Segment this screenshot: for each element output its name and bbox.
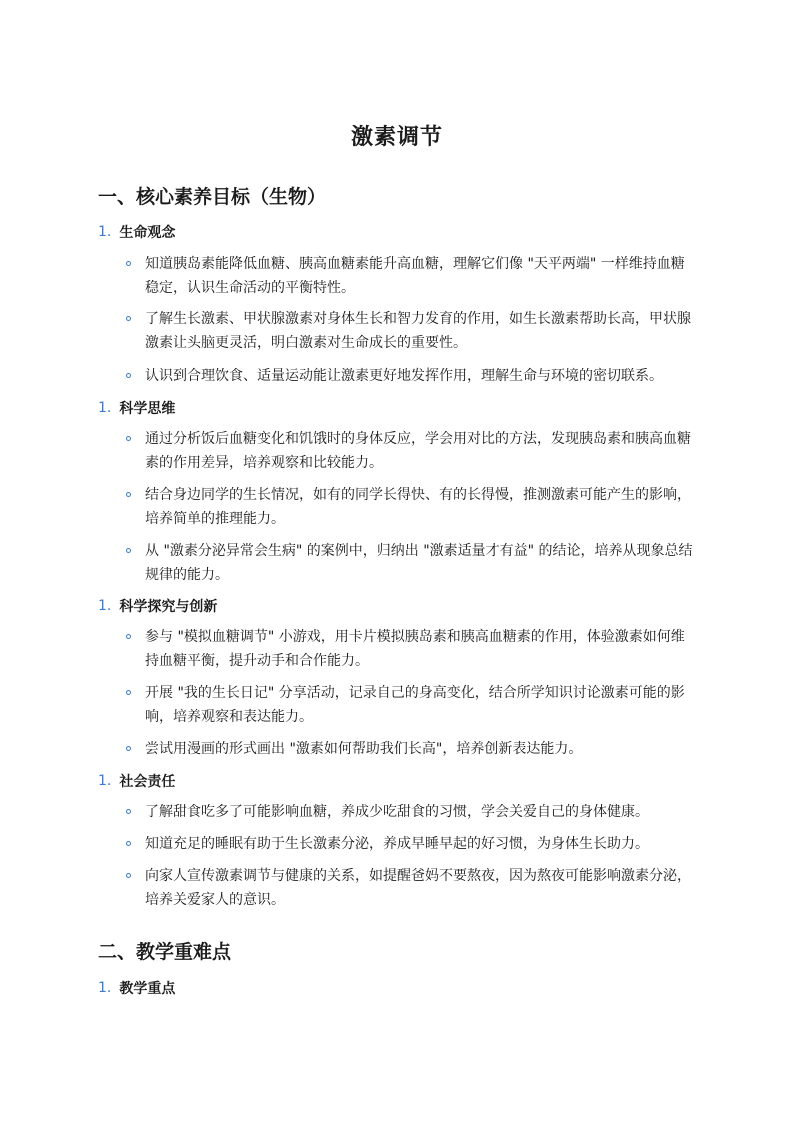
list-item bbox=[126, 625, 694, 673]
subsection-label: 科学探究与创新 bbox=[119, 599, 218, 615]
bullet-circle-icon bbox=[126, 548, 131, 553]
list-item-text: 向家人宣传激素调节与健康的关系，如提醒爸妈不要熬夜，因为熬夜可能影响激素分泌，培养关爱家人的意识。 bbox=[145, 868, 691, 908]
list-item bbox=[126, 832, 694, 856]
section-heading-core-literacy: 一、核心素养目标（生物） bbox=[98, 186, 327, 208]
list-item-text: 尝试用漫画的形式画出 "激素如何帮助我们长高"，培养创新表达能力。 bbox=[145, 741, 583, 757]
list-item-text: 认识到合理饮食、适量运动能让激素更好地发挥作用，理解生命与环境的密切联系。 bbox=[145, 368, 663, 384]
list-item bbox=[126, 364, 694, 388]
list-item bbox=[126, 427, 694, 475]
list-item bbox=[126, 307, 694, 355]
list-item bbox=[126, 252, 694, 300]
list-item bbox=[126, 483, 694, 531]
document-title: 激素调节 bbox=[350, 125, 443, 150]
bullet-circle-icon bbox=[126, 436, 131, 441]
list-number: 1. bbox=[98, 400, 112, 416]
subsection-label: 社会责任 bbox=[119, 774, 176, 790]
bullet-circle-icon bbox=[126, 634, 131, 639]
list-item bbox=[126, 737, 694, 761]
list-item-text: 参与 "模拟血糖调节" 小游戏，用卡片模拟胰岛素和胰高血糖素的作用，体验激素如何维持血糖平衡，提升动手和合作能力。 bbox=[145, 629, 685, 669]
list-item-text: 开展 "我的生长日记" 分享活动，记录自己的身高变化，结合所学知识讨论激素可能的影响，培养观察和表达能力。 bbox=[145, 685, 685, 725]
list-item-text: 从 "激素分泌异常会生病" 的案例中，归纳出 "激素适量才有益" 的结论，培养从现象总结规律的能力。 bbox=[145, 543, 693, 583]
list-number: 1. bbox=[98, 224, 112, 240]
list-item bbox=[126, 800, 694, 824]
subsection-label: 科学思维 bbox=[119, 401, 176, 417]
list-item-text: 了解甜食吃多了可能影响血糖，养成少吃甜食的习惯，学会关爱自己的身体健康。 bbox=[145, 804, 649, 820]
subsection-heading-teaching-focus bbox=[98, 978, 175, 998]
subsection-heading-inquiry-innovation bbox=[98, 596, 217, 616]
bullet-circle-icon bbox=[126, 261, 131, 266]
subsection-heading-life-concept bbox=[98, 222, 175, 242]
subsection-label: 生命观念 bbox=[119, 225, 176, 241]
subsection-label: 教学重点 bbox=[119, 981, 176, 997]
list-item-text: 通过分析饭后血糖变化和饥饿时的身体反应，学会用对比的方法，发现胰岛素和胰高血糖素的作用差异，培养观察和比较能力。 bbox=[145, 431, 691, 471]
bullet-circle-icon bbox=[126, 873, 131, 878]
list-item bbox=[126, 681, 694, 729]
list-item-text: 了解生长激素、甲状腺激素对身体生长和智力发育的作用，如生长激素帮助长高，甲状腺激素让头脑更灵活，明白激素对生命成长的重要性。 bbox=[145, 311, 691, 351]
bullet-circle-icon bbox=[126, 373, 131, 378]
subsection-heading-social-responsibility bbox=[98, 771, 175, 791]
bullet-circle-icon bbox=[126, 316, 131, 321]
list-item bbox=[126, 864, 694, 912]
bullet-circle-icon bbox=[126, 690, 131, 695]
bullet-circle-icon bbox=[126, 492, 131, 497]
section-heading-key-difficult-points: 二、教学重难点 bbox=[98, 941, 232, 963]
list-item-text: 结合身边同学的生长情况，如有的同学长得快、有的长得慢，推测激素可能产生的影响，培养简单的推理能力。 bbox=[145, 487, 691, 527]
list-number: 1. bbox=[98, 773, 112, 789]
list-item bbox=[126, 539, 694, 587]
list-item-text: 知道胰岛素能降低血糖、胰高血糖素能升高血糖，理解它们像 "天平两端" 一样维持血糖稳定，认识生命活动的平衡特性。 bbox=[145, 256, 685, 296]
list-item-text: 知道充足的睡眠有助于生长激素分泌，养成早睡早起的好习惯，为身体生长助力。 bbox=[145, 836, 649, 852]
bullet-circle-icon bbox=[126, 841, 131, 846]
bullet-circle-icon bbox=[126, 746, 131, 751]
list-number: 1. bbox=[98, 980, 112, 996]
subsection-heading-scientific-thinking bbox=[98, 398, 175, 418]
list-number: 1. bbox=[98, 598, 112, 614]
bullet-circle-icon bbox=[126, 809, 131, 814]
